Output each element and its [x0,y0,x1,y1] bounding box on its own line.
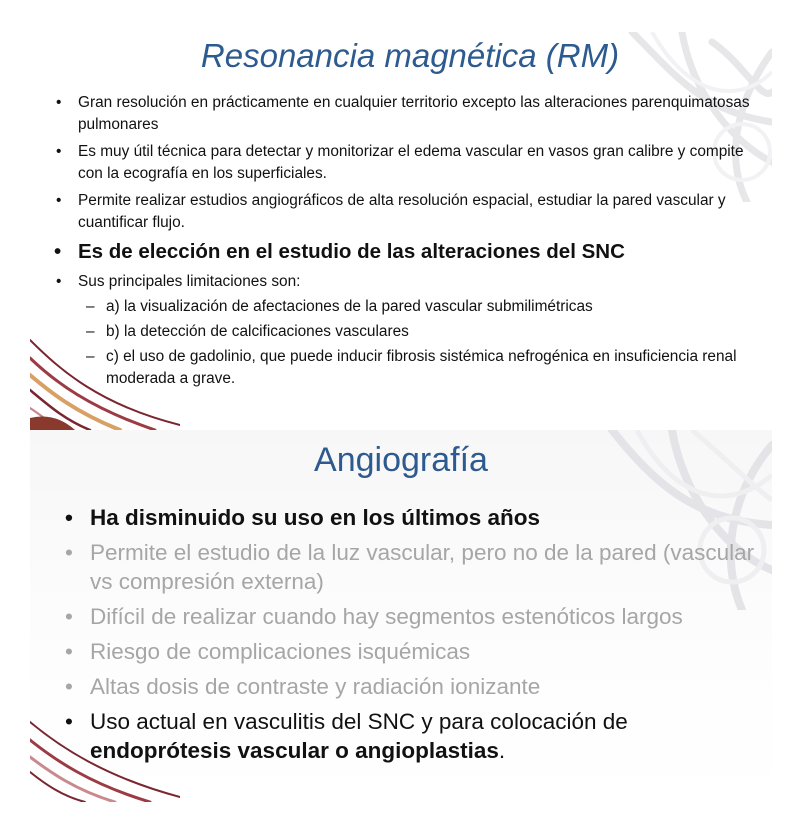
list-item: • Es muy útil técnica para detectar y monitorizar el edema vascular en vasos gran calibre y compite con la ecografía en los superficiales. [78,141,758,185]
list-item-suffix: . [498,738,506,763]
list-item-current-use [90,707,770,765]
list-item-bold-text: endoprótesis vascular o angioplastias [90,738,499,763]
list-item-label: • Sus principales limitaciones son: [78,271,758,293]
list-item-muted: • Permite el estudio de la luz vascular, pero no de la pared (vascular vs compresión externa) [90,538,770,596]
list-item-emphasis: • Es de elección en el estudio de las alteraciones del SNC [78,239,758,265]
list-item-emphasis: • Ha disminuido su uso en los últimos años [90,503,770,532]
list-item: • Gran resolución en prácticamente en cualquier territorio excepto las alteraciones parenquimatosas pulmonares [78,92,758,136]
list-item-limitations [78,271,758,390]
dash-marker: – [86,323,95,340]
dash-marker: – [86,348,95,365]
bullet-list [78,92,758,395]
list-item-muted: • Difícil de realizar cuando hay segmentos estenóticos largos [90,602,770,631]
list-item-muted: • Riesgo de complicaciones isquémicas [90,637,770,666]
sub-list-item [78,296,758,318]
list-item: • Permite realizar estudios angiográficos de alta resolución espacial, estudiar la pared vascular y cuantificar flujo. [78,190,758,234]
slide-angiography [30,430,772,802]
bullet-list [90,503,770,771]
sub-list [78,296,758,390]
sub-list-item [78,346,758,390]
sub-list-item-text: c) el uso de gadolinio, que puede inducir fibrosis sistémica nefrogénica en insuficiencia renal moderada a grave. [106,348,737,387]
list-item-muted: • Altas dosis de contraste y radiación ionizante [90,672,770,701]
sub-list-item [78,321,758,343]
slide-title: Resonancia magnética (RM) [200,37,620,74]
slide-title: Angiografía [314,441,488,479]
sub-list-item-text: b) la detección de calcificaciones vasculares [106,323,409,340]
sub-list-item-text: a) la visualización de afectaciones de la pared vascular submilimétricas [106,298,593,315]
dash-marker: – [86,298,95,315]
slide-mri [30,32,772,430]
list-item-text: Uso actual en vasculitis del SNC y para colocación de [90,709,628,734]
